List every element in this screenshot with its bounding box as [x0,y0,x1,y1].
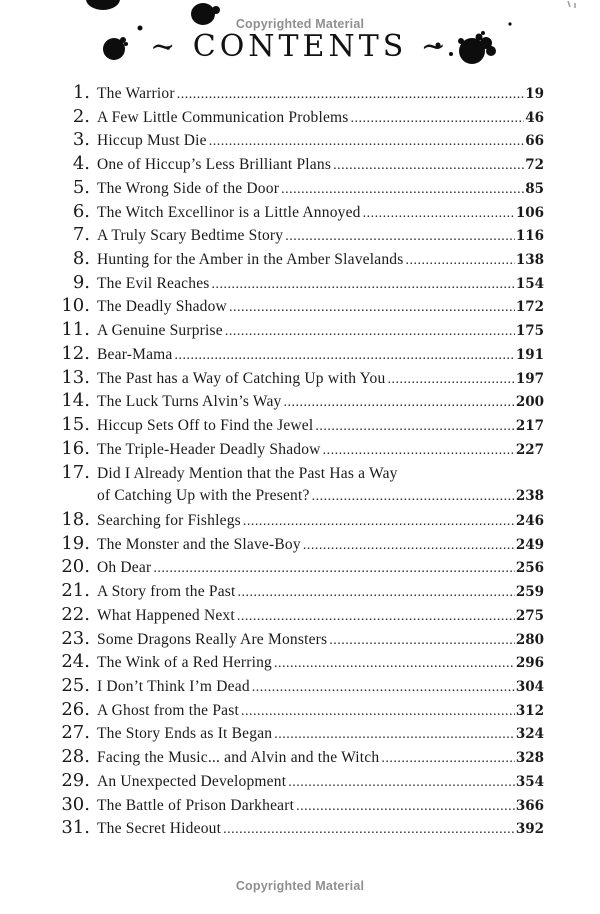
toc-entry [60,152,544,176]
toc-entry [60,318,544,342]
copyright-notice-bottom: Copyrighted Material [235,879,365,893]
chapter-title: The Wrong Side of the Door [97,179,280,197]
page-number: 172 [515,299,544,316]
page-number: 366 [515,797,544,814]
chapter-title: A Truly Scary Bedtime Story [97,227,284,245]
toc-entry [60,603,544,627]
page-number: 275 [515,607,544,624]
dot-leader [274,723,515,747]
dot-leader [381,747,514,771]
page-number: 312 [515,702,544,719]
page-corner-marks [568,1,575,8]
chapter-number: 18. [61,508,90,530]
toc-entry [60,461,544,485]
chapter-title: Bear-Mama [97,345,173,363]
page-number: 227 [515,441,544,458]
page-number: 191 [515,346,544,363]
toc-entry [60,698,544,722]
page-number: 46 [525,109,544,126]
chapter-title: Facing the Music... and Alvin and the Witch [97,749,380,767]
chapter-title: The Wink of a Red Herring [97,654,272,672]
toc-entry [60,627,544,651]
page-number: 85 [525,180,544,197]
dot-leader [363,202,515,226]
toc-entry [60,176,544,200]
chapter-number: 20. [61,556,90,578]
page-number: 354 [515,773,544,790]
chapter-title: The Deadly Shadow [97,298,227,316]
page-number: 217 [515,418,544,435]
page-number: 296 [515,655,544,672]
chapter-title: What Happened Next [97,606,235,624]
chapter-number: 12. [61,342,90,364]
chapter-number: 7. [72,224,90,246]
page-number: 197 [515,370,544,387]
dot-leader [225,320,515,344]
toc-entry [60,484,544,508]
chapter-number: 4. [72,153,90,175]
toc-entry [60,508,544,532]
toc-entry [60,294,544,318]
page-number: 249 [515,536,544,553]
chapter-number: 17. [61,461,90,483]
toc-entry [60,769,544,793]
toc-entry [60,793,544,817]
toc-entry [60,81,544,105]
toc-entry [60,555,544,579]
dot-leader [288,771,515,795]
chapter-number: 1. [72,82,90,103]
chapter-number: 19. [61,532,90,554]
chapter-title: Searching for Fishlegs [97,511,241,529]
chapter-title: Hunting for the Amber in the Amber Slavelands [97,251,404,269]
dot-leader [229,296,515,320]
page-number: 328 [515,750,544,767]
toc-entry [60,271,544,295]
page-title: ~ CONTENTS ~ [150,29,450,64]
chapter-title: Hiccup Must Die [97,132,207,150]
chapter-title: The Witch Excellinor is a Little Annoyed [97,203,361,221]
toc-entry [60,366,544,390]
page-number: 238 [515,488,544,505]
dot-leader [405,249,514,273]
chapter-number: 14. [61,390,90,412]
page-number: 116 [515,228,544,245]
chapter-title: The Evil Reaches [97,274,210,292]
toc-list [60,81,544,840]
toc-entry [60,437,544,461]
copyright-notice-top: Copyrighted Material [235,17,365,31]
toc-entry [60,745,544,769]
chapter-number: 31. [61,817,90,839]
toc-entry [60,128,544,152]
chapter-number: 11. [61,319,90,341]
toc-entry [60,247,544,271]
chapter-number: 24. [61,651,90,673]
dot-leader [252,676,515,700]
chapter-title: I Don’t Think I’m Dead [97,677,250,695]
dot-leader [177,83,525,107]
page-number: 280 [515,631,544,648]
chapter-number: 2. [72,105,90,127]
chapter-number: 3. [72,129,90,151]
dot-leader [241,700,515,724]
chapter-title: Some Dragons Really Are Monsters [97,630,328,648]
chapter-title: An Unexpected Development [97,772,287,790]
page-number: 106 [515,204,544,221]
chapter-title: A Few Little Communication Problems [97,108,349,126]
page-number: 72 [525,157,544,174]
dot-leader [387,368,514,392]
page-number: 256 [515,560,544,577]
chapter-title: The Story Ends as It Began [97,725,273,743]
dot-leader [303,534,515,558]
chapter-number: 9. [72,271,90,293]
chapter-number: 30. [61,793,90,815]
chapter-title: of Catching Up with the Present? [97,487,310,505]
chapter-title: A Genuine Surprise [97,322,223,340]
page-number: 175 [515,323,544,340]
chapter-number: 8. [72,248,90,270]
page-number: 138 [515,252,544,269]
chapter-title: A Ghost from the Past [97,701,239,719]
chapter-number: 26. [61,698,90,720]
dot-leader [323,439,515,463]
dot-leader [315,415,514,439]
toc-entry [60,105,544,129]
dot-leader [285,225,515,249]
toc-entry [60,650,544,674]
chapter-title: The Battle of Prison Darkheart [97,796,295,814]
page-number: 66 [525,133,544,150]
chapter-number: 28. [61,746,90,768]
toc-entry [60,413,544,437]
dot-leader [296,795,515,819]
chapter-number: 10. [61,295,90,317]
dot-leader [281,178,524,202]
page-number: 392 [515,821,544,838]
toc-entry [60,579,544,603]
dot-leader [333,154,524,178]
chapter-number: 13. [61,366,90,388]
chapter-title: The Secret Hideout [97,820,222,838]
toc-entry [60,389,544,413]
dot-leader [274,652,515,676]
chapter-number: 21. [61,580,90,602]
chapter-number: 16. [61,437,90,459]
toc-entry [60,342,544,366]
page-number: 19 [525,86,544,102]
chapter-title: The Triple-Header Deadly Shadow [97,440,321,458]
chapter-title: A Story from the Past [97,583,236,601]
dot-leader [312,485,515,509]
page-number: 154 [515,275,544,292]
dot-leader [212,273,515,297]
chapter-title: Did I Already Mention that the Past Has a Way [97,464,398,482]
toc-entry [60,674,544,698]
dot-leader [243,510,515,534]
dot-leader [223,818,515,842]
page-number: 324 [515,726,544,743]
chapter-title: The Warrior [97,85,175,102]
toc-entry [60,721,544,745]
toc-entry [60,816,544,840]
page-number: 200 [515,394,544,411]
dot-leader [238,581,515,605]
dot-leader [351,107,525,131]
chapter-number: 29. [61,769,90,791]
chapter-number: 23. [61,627,90,649]
dot-leader [237,605,515,629]
chapter-title: Oh Dear [97,559,152,577]
page-number: 246 [515,512,544,529]
chapter-number: 25. [61,674,90,696]
dot-leader [209,130,524,154]
chapter-title: The Luck Turns Alvin’s Way [97,393,282,411]
dot-leader [175,344,515,368]
chapter-title: Hiccup Sets Off to Find the Jewel [97,417,314,435]
chapter-number: 5. [72,176,90,198]
dot-leader [284,391,515,415]
dot-leader [153,557,514,581]
chapter-title: The Past has a Way of Catching Up with You [97,369,386,387]
chapter-number: 22. [61,603,90,625]
page-number: 304 [515,678,544,695]
dot-leader [329,629,515,653]
toc-entry [60,223,544,247]
chapter-title: One of Hiccup’s Less Brilliant Plans [97,156,332,174]
toc-entry [60,532,544,556]
chapter-number: 6. [72,200,90,222]
chapter-title: The Monster and the Slave-Boy [97,535,301,553]
chapter-number: 15. [61,414,90,436]
page-number: 259 [515,584,544,601]
ink-blob-top-left [86,0,120,10]
toc-entry [60,200,544,224]
chapter-number: 27. [61,722,90,744]
